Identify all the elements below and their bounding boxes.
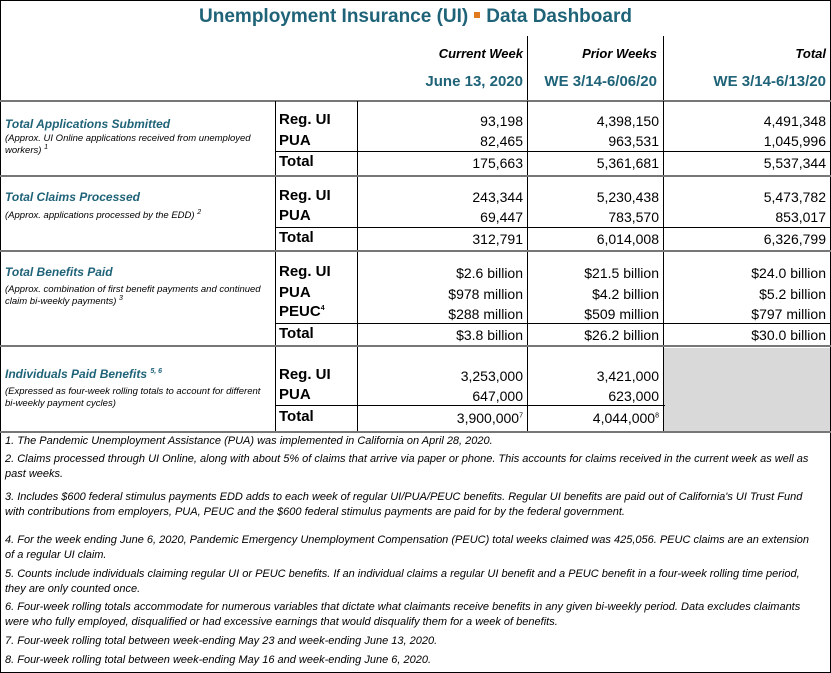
not-applicable-cell bbox=[664, 348, 830, 432]
section-title-benefits: Total Benefits Paid bbox=[5, 265, 113, 279]
cell-value: $978 million bbox=[448, 286, 523, 302]
grid-hline bbox=[0, 100, 831, 102]
row-label: PEUC$^4$ bbox=[279, 303, 325, 320]
cell-value: $2.6 billion bbox=[456, 265, 523, 281]
col-total-label: Total bbox=[795, 46, 826, 61]
section-title-individuals: Individuals Paid Benefits $^{5, 6}$ bbox=[5, 367, 163, 381]
row-label: PUA bbox=[279, 386, 311, 403]
grid-vline bbox=[527, 36, 528, 101]
section-subtitle-claims: (Approx. applications processed by the EDD) $^2$ bbox=[5, 208, 202, 221]
cell-value: 6,326,799 bbox=[763, 231, 826, 247]
cell-value: $509 million bbox=[584, 306, 659, 322]
section-subtitle-benefits: (Approx. combination of first benefit payments and continued claim bi-weekly payments) $^3$ bbox=[5, 284, 261, 307]
grid-hline bbox=[275, 227, 831, 228]
footnote: 2. Claims processed through UI Online, along with about 5% of claims that arrive via paper or phone. This accounts for claims received in the current week as well as past weeks. bbox=[5, 453, 809, 480]
cell-value: $5.2 billion bbox=[759, 286, 826, 302]
cell-value: 82,465 bbox=[480, 133, 523, 149]
col-current-label: Current Week bbox=[438, 46, 523, 61]
grid-hline bbox=[275, 323, 831, 324]
row-label: PUA bbox=[279, 207, 311, 224]
dashboard-title: Unemployment Insurance (UI) Data Dashboard bbox=[199, 6, 632, 27]
cell-value: 3,421,000 bbox=[596, 368, 659, 384]
cell-value: 647,000 bbox=[472, 388, 523, 404]
row-label: Reg. UI bbox=[279, 187, 331, 204]
cell-value: 6,014,008 bbox=[596, 231, 659, 247]
grid-vline bbox=[663, 36, 664, 101]
footnote: 4. For the week ending June 6, 2020, Pandemic Emergency Unemployment Compensation (PEUC) total weeks claimed was 425,056. PEUC claims are an extension of a regular UI claim. bbox=[5, 534, 810, 561]
col-current-date: June 13, 2020 bbox=[425, 73, 523, 90]
cell-value: 853,017 bbox=[775, 209, 826, 225]
col-prior-date: WE 3/14-6/06/20 bbox=[544, 73, 657, 90]
cell-value: $21.5 billion bbox=[584, 265, 659, 281]
cell-value: 243,344 bbox=[472, 189, 523, 205]
grid-hline bbox=[0, 175, 831, 177]
footnote: 5. Counts include individuals claiming regular UI or PEUC benefits. If an individual claims a regular UI benefit and a PEUC benefit in a four-week rolling time period, they are only counted once. bbox=[5, 568, 800, 595]
cell-value: 3,900,000$^7$ bbox=[456, 410, 523, 426]
cell-value: $24.0 billion bbox=[751, 265, 826, 281]
title-separator-icon bbox=[474, 12, 480, 18]
cell-value: $288 million bbox=[448, 306, 523, 322]
row-label: Total bbox=[279, 408, 314, 425]
cell-value: $30.0 billion bbox=[751, 327, 826, 343]
cell-value: 963,531 bbox=[608, 133, 659, 149]
col-total-date: WE 3/14-6/13/20 bbox=[713, 73, 826, 90]
section-title-claims: Total Claims Processed bbox=[5, 190, 140, 204]
row-label: Reg. UI bbox=[279, 111, 331, 128]
cell-value: 4,044,000$^8$ bbox=[592, 410, 659, 426]
cell-value: 5,361,681 bbox=[596, 155, 659, 171]
footnote: 8. Four-week rolling total between week-ending May 16 and week-ending June 6, 2020. bbox=[5, 654, 432, 666]
cell-value: 1,045,996 bbox=[763, 133, 826, 149]
footnote: 7. Four-week rolling total between week-ending May 23 and week-ending June 13, 2020. bbox=[5, 635, 438, 647]
cell-value: 93,198 bbox=[480, 113, 523, 129]
cell-value: 69,447 bbox=[480, 209, 523, 225]
cell-value: 5,537,344 bbox=[763, 155, 826, 171]
cell-value: 5,473,782 bbox=[763, 189, 826, 205]
cell-value: 623,000 bbox=[608, 388, 659, 404]
row-label: Total bbox=[279, 229, 314, 246]
row-label: Reg. UI bbox=[279, 366, 331, 383]
cell-value: $3.8 billion bbox=[456, 327, 523, 343]
cell-value: 4,491,348 bbox=[763, 113, 826, 129]
row-label: Reg. UI bbox=[279, 263, 331, 280]
grid-hline bbox=[0, 431, 831, 433]
footnote: 3. Includes $600 federal stimulus payments EDD adds to each week of regular UI/PUA/PEUC benefits. Regular UI benefits are paid out of California's UI Trust Fund with contributions from employers, PUA, PEUC and the $600 federal stimulus payments are paid for by the federal government. bbox=[5, 491, 803, 518]
footnote: 1. The Pandemic Unemployment Assistance (PUA) was implemented in California on April 28, 2020. bbox=[5, 435, 493, 447]
row-label: Total bbox=[279, 325, 314, 342]
cell-value: $26.2 billion bbox=[584, 327, 659, 343]
footnote: 6. Four-week rolling totals accommodate for numerous variables that dictate what claimants receive benefits in any given bi-weekly period. Data excludes claimants were who fully employed, disqualified or had excessive earnings that would disqualify them for a week of benefits. bbox=[5, 601, 801, 628]
row-label: PUA bbox=[279, 284, 311, 301]
row-label: Total bbox=[279, 153, 314, 170]
grid-hline bbox=[0, 250, 831, 252]
cell-value: 5,230,438 bbox=[596, 189, 659, 205]
cell-value: $797 million bbox=[751, 306, 826, 322]
section-title-applications: Total Applications Submitted bbox=[5, 117, 171, 131]
cell-value: 312,791 bbox=[472, 231, 523, 247]
grid-hline bbox=[275, 151, 831, 152]
section-subtitle-applications: (Approx. UI Online applications received from unemployed workers) $^1$ bbox=[5, 133, 251, 156]
row-label: PUA bbox=[279, 132, 311, 149]
cell-value: 783,570 bbox=[608, 209, 659, 225]
cell-value: 3,253,000 bbox=[460, 368, 523, 384]
cell-value: 175,663 bbox=[472, 155, 523, 171]
grid-hline bbox=[0, 345, 831, 347]
cell-value: 4,398,150 bbox=[596, 113, 659, 129]
section-subtitle-individuals: (Expressed as four-week rolling totals to account for different bi-weekly payment cycles) bbox=[5, 386, 261, 409]
grid-hline bbox=[275, 405, 665, 406]
cell-value: $4.2 billion bbox=[592, 286, 659, 302]
col-prior-label: Prior Weeks bbox=[582, 46, 657, 61]
